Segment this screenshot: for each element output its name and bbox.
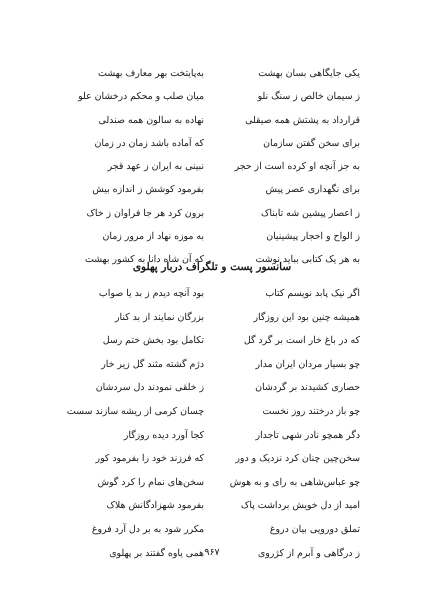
hemistich-left: نبینی به ایران ز عهد قجر <box>107 161 204 173</box>
hemistich-right: امید از دل خویش برداشت پاک <box>240 500 360 512</box>
hemistich-left: که فرزند خود را بفرمود کور <box>95 453 204 465</box>
hemistich-left: همی یاوه گفتند بر پهلوی <box>109 547 204 559</box>
couplet <box>64 132 360 155</box>
hemistich-left: تکامل بود بخش ختم رسل <box>102 335 204 347</box>
hemistich-right: که در باغ خار است بر گرد گل <box>243 335 360 347</box>
hemistich-right: به جز آنچه او کرده است از حجر <box>234 161 360 173</box>
hemistich-right: برای نگهداری عصر پیش <box>265 184 360 196</box>
hemistich-right: همیشه چنین بود این روزگار <box>253 311 360 323</box>
hemistich-right: یکی جایگاهی بسان بهشت <box>258 67 360 79</box>
hemistich-right: ز درگاهی و آبرم از کژروی <box>257 547 360 559</box>
hemistich-right: قرارداد به پشتش همه صیقلی <box>245 114 360 126</box>
couplet <box>64 376 360 400</box>
couplet <box>64 447 360 471</box>
couplet <box>64 178 360 201</box>
hemistich-left: برون کرد هر جا فراوان ز خاک <box>86 207 204 219</box>
hemistich-left: بفرمود شهزادگانش هلاک <box>106 500 204 512</box>
hemistich-left: مکرر شود به بر دل آرد فروغ <box>91 524 204 536</box>
couplet <box>64 400 360 424</box>
hemistich-right: ز سیمان خالص ز سنگ نلو <box>257 91 360 103</box>
hemistich-right: سخن‌چین چنان کرد نزدیک و دور <box>235 453 360 465</box>
hemistich-left: که آماده باشد زمان در زمان <box>94 137 204 149</box>
couplet <box>64 85 360 108</box>
hemistich-left: دژم گشته مثند گل زیر خار <box>101 358 204 370</box>
hemistich-right: چو بسیار مردان ایران مدار <box>255 358 360 370</box>
poem-section-2 <box>64 282 360 565</box>
hemistich-left: که آن شاه دانا به کشور بهشت <box>84 254 204 266</box>
hemistich-right: حصاری کشیدند بر گردشان <box>255 382 360 394</box>
couplet <box>64 329 360 353</box>
hemistich-left: میان صلب و محکم درخشان علو <box>78 91 204 103</box>
hemistich-left: بود آنچه دیدم ز بد یا صواب <box>98 288 204 300</box>
hemistich-right: به هر یک کتابی بباید نوشت <box>255 254 360 266</box>
couplet <box>64 494 360 518</box>
hemistich-left: کجا آورد دیده روزگار <box>123 429 204 441</box>
couplet <box>64 202 360 225</box>
couplet <box>64 109 360 132</box>
hemistich-right: تملق دورویی بیان دروغ <box>269 524 360 536</box>
hemistich-right: چو باز درختند روز نخست <box>262 406 360 418</box>
hemistich-right: دگر همچو نادر شهی تاجدار <box>255 429 360 441</box>
couplet <box>64 424 360 448</box>
hemistich-right: ز اعصار پیشین شه تابناک <box>261 207 360 219</box>
hemistich-right: چو عباس‌شاهی به رای و به هوش <box>229 476 360 488</box>
couplet <box>64 306 360 330</box>
hemistich-left: چسان کرمی از ریشه سازند سست <box>66 406 204 418</box>
poem-section-1 <box>64 62 360 272</box>
section-title: سانسور پست و تلگراف دربار پهلوی <box>132 261 292 273</box>
hemistich-right: اگر نیک پابد نویسم کتاب <box>265 288 360 300</box>
hemistich-left: نهاده به سالون همه صندلی <box>98 114 204 126</box>
page-number: ۹۶۷ <box>204 547 220 558</box>
hemistich-left: ز خلقی نمودند دل سردشان <box>95 382 204 394</box>
hemistich-right: برای سخن گفتن سازمان <box>263 137 360 149</box>
hemistich-left: به موزه نهاد از مرور زمان <box>102 231 204 243</box>
hemistich-left: بفرمود کوشش ز اندازه بیش <box>92 184 204 196</box>
couplet <box>64 155 360 178</box>
couplet <box>64 518 360 542</box>
couplet <box>64 353 360 377</box>
couplet <box>64 225 360 248</box>
hemistich-left: بزرگان نمایند از بد کنار <box>114 311 204 323</box>
hemistich-right: ز الواح و احجار پیشینیان <box>266 231 360 243</box>
couplet <box>64 282 360 306</box>
hemistich-left: به‌پایتخت بهر معارف بهشت <box>98 67 204 79</box>
hemistich-left: سخن‌های نمام را کرد گوش <box>97 476 204 488</box>
couplet <box>64 471 360 495</box>
couplet <box>64 62 360 85</box>
